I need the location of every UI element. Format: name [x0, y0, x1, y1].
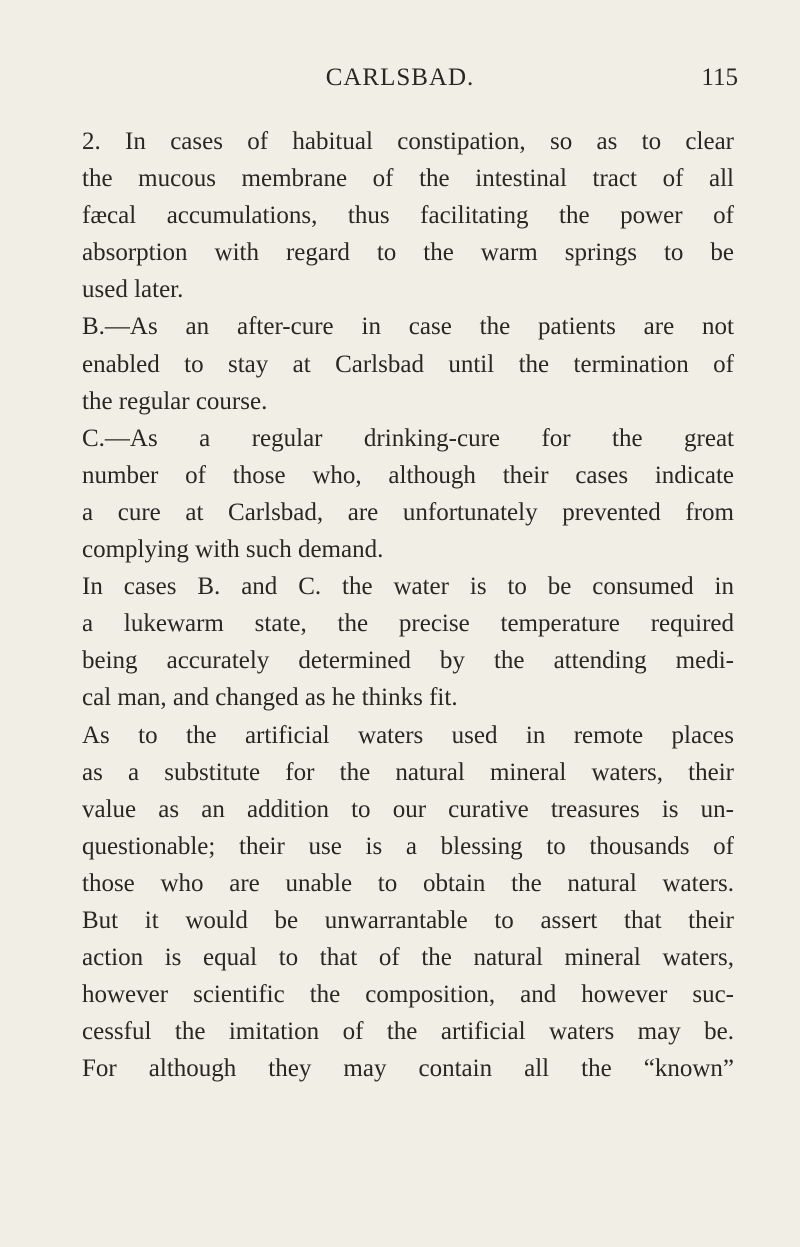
text-line: enabled to stay at Carlsbad until the termination of — [82, 350, 734, 378]
text-line: used later. — [82, 276, 184, 304]
text-line: those who are unable to obtain the natural waters. — [82, 869, 734, 897]
text-line: the regular course. — [82, 387, 268, 415]
running-head — [0, 64, 800, 100]
text-line: fæcal accumulations, thus facilitating the power of — [82, 202, 734, 230]
text-line: cal man, and changed as he thinks fit. — [82, 684, 458, 712]
text-line: questionable; their use is a blessing to thousands of — [82, 832, 734, 860]
text-line: as a substitute for the natural mineral waters, their — [82, 758, 734, 786]
text-line: the mucous membrane of the intestinal tract of all — [82, 165, 734, 193]
text-line: cessful the imitation of the artificial waters may be. — [82, 1018, 734, 1046]
text-line: being accurately determined by the attending medi- — [82, 647, 734, 675]
text-line: In cases B. and C. the water is to be consumed in — [82, 573, 734, 601]
text-line: number of those who, although their cases indicate — [82, 461, 734, 489]
text-line: B.—As an after-cure in case the patients are not — [82, 313, 734, 341]
page-number: 115 — [701, 64, 738, 91]
text-line: As to the artificial waters used in remote places — [82, 721, 734, 749]
text-line: absorption with regard to the warm springs to be — [82, 239, 734, 267]
text-line: 2. In cases of habitual constipation, so as to clear — [82, 128, 734, 155]
text-line: a cure at Carlsbad, are unfortunately prevented from — [82, 498, 734, 526]
body-text — [82, 123, 734, 1087]
text-line: complying with such demand. — [82, 536, 384, 564]
text-line: C.—As a regular drinking-cure for the great — [82, 424, 734, 452]
text-line: But it would be unwarrantable to assert that their — [82, 906, 734, 934]
text-line: For although they may contain all the “known” — [82, 1055, 734, 1083]
running-title: CARLSBAD. — [325, 64, 475, 91]
text-line: action is equal to that of the natural mineral waters, — [82, 944, 734, 972]
text-line: value as an addition to our curative treasures is un- — [82, 795, 734, 823]
text-line: a lukewarm state, the precise temperature required — [82, 610, 734, 638]
text-line: however scientific the composition, and however suc- — [82, 981, 734, 1009]
